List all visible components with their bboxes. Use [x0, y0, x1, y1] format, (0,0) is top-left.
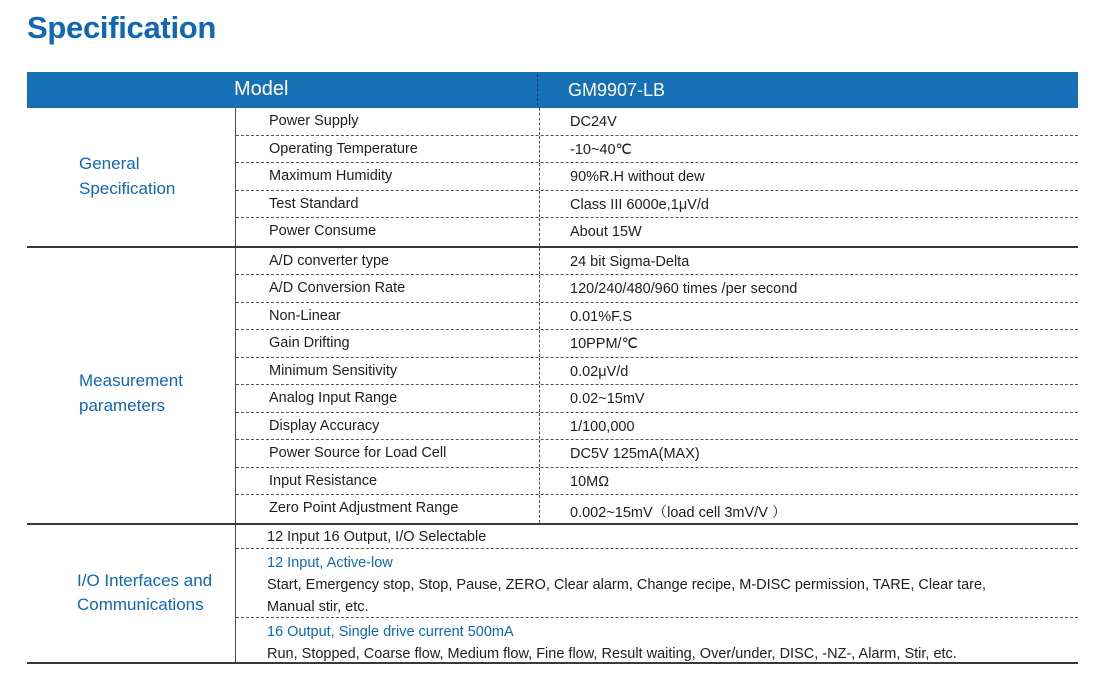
table-row	[236, 495, 1078, 523]
page-title: Specification	[27, 10, 217, 45]
param-value: 10PPM/℃	[570, 336, 638, 352]
param-name: Analog Input Range	[269, 390, 398, 406]
io-output-desc: Run, Stopped, Coarse flow, Medium flow, Fine flow, Result waiting, Over/under, DISC, -NZ-, Alarm, Stir, etc.	[267, 645, 957, 662]
param-name: Gain Drifting	[269, 335, 350, 351]
section-body-measurement	[235, 248, 1078, 523]
param-name: Input Resistance	[269, 472, 378, 489]
param-value: 10MΩ	[570, 473, 610, 490]
table-row	[236, 440, 1078, 468]
table-header	[27, 72, 1078, 108]
param-name: A/D converter type	[269, 252, 390, 269]
section-title-io	[27, 569, 235, 617]
io-summary: 12 Input 16 Output, I/O Selectable	[236, 525, 1078, 549]
param-name: Zero Point Adjustment Range	[269, 500, 459, 516]
param-name: Non-Linear	[269, 307, 341, 324]
table-row	[236, 358, 1078, 386]
table-row	[236, 248, 1078, 276]
param-value: 0.02~15mV	[570, 391, 645, 407]
io-input-desc-line2: Manual stir, etc.	[267, 598, 369, 615]
section-body-io	[235, 525, 1078, 662]
table-row	[236, 303, 1078, 331]
section-io	[27, 525, 1078, 664]
model-value: GM9907-LB	[568, 80, 666, 100]
io-input-desc-line1: Start, Emergency stop, Stop, Pause, ZERO, Clear alarm, Change recipe, M-DISC permission, TARE, Clear tare,	[267, 576, 987, 593]
table-row	[236, 330, 1078, 358]
param-name: Operating Temperature	[269, 140, 418, 157]
param-value: 0.02μV/d	[570, 363, 629, 380]
section-title-measurement	[27, 368, 235, 418]
table-row	[236, 468, 1078, 496]
section-title-line: parameters	[79, 395, 165, 415]
io-output-heading: 16 Output, Single drive current 500mA	[267, 623, 514, 640]
param-value: 0.01%F.S	[570, 308, 633, 325]
table-row	[236, 385, 1078, 413]
table-row	[236, 136, 1078, 164]
io-output-group	[236, 618, 1078, 662]
spec-table	[27, 72, 1078, 664]
param-value: 90%R.H without dew	[570, 169, 705, 185]
param-value: -10~40℃	[570, 141, 632, 158]
section-title-line: Measurement	[79, 370, 183, 390]
table-row	[236, 108, 1078, 136]
model-label: Model	[234, 78, 289, 100]
section-general	[27, 108, 1078, 248]
param-value: DC5V 125mA(MAX)	[570, 446, 700, 462]
param-name: Test Standard	[269, 195, 359, 212]
param-name: Power Consume	[269, 223, 377, 239]
param-name: Display Accuracy	[269, 417, 380, 434]
param-value: 1/100,000	[570, 418, 635, 435]
table-row	[236, 163, 1078, 191]
section-title-line: I/O Interfaces and	[77, 570, 213, 590]
param-name: Power Supply	[269, 113, 359, 129]
param-value: DC24V	[570, 114, 617, 130]
param-value: Class III 6000e,1μV/d	[570, 196, 709, 213]
header-divider	[537, 74, 538, 106]
param-value: 24 bit Sigma-Delta	[570, 253, 690, 270]
section-title-line: General	[79, 154, 140, 173]
table-row	[236, 413, 1078, 441]
section-title-general	[27, 151, 235, 201]
table-row	[236, 191, 1078, 219]
param-value: 0.002~15mV（load cell 3mV/V ）	[570, 505, 787, 521]
section-body-general	[235, 108, 1078, 246]
table-row	[236, 218, 1078, 246]
param-value: About 15W	[570, 224, 642, 240]
section-title-line: Specification	[79, 179, 176, 198]
param-name: Power Source for Load Cell	[269, 445, 447, 461]
section-measurement	[27, 248, 1078, 525]
param-name: Minimum Sensitivity	[269, 362, 398, 379]
table-row	[236, 275, 1078, 303]
section-title-line: Communications	[77, 594, 204, 614]
param-name: A/D Conversion Rate	[269, 280, 406, 296]
io-input-group	[236, 549, 1078, 618]
param-name: Maximum Humidity	[269, 168, 393, 184]
param-value: 120/240/480/960 times /per second	[570, 281, 798, 297]
io-input-heading: 12 Input, Active-low	[267, 554, 393, 571]
